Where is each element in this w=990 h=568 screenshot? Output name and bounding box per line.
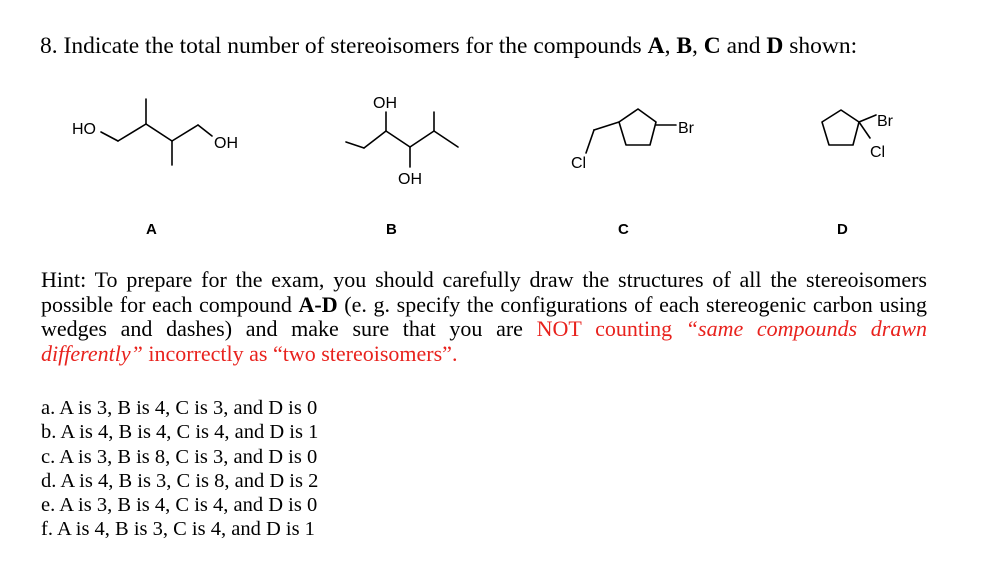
- c-cl-label: Cl: [571, 155, 587, 172]
- question-tail: shown:: [789, 33, 858, 59]
- hint-incorrectly: incorrectly as “two stereoisomers”.: [148, 340, 458, 366]
- choice-e: e. A is 3, B is 4, C is 4, and D is 0: [41, 494, 318, 517]
- d-br-label: Br: [877, 113, 893, 130]
- hint-paragraph: [41, 268, 927, 366]
- b-bond-3: [386, 131, 410, 147]
- choice-b: b. A is 4, B is 4, C is 4, and D is 1: [41, 421, 319, 444]
- b-oh-top-label: OH: [373, 95, 397, 112]
- a-bond-2: [118, 124, 146, 141]
- question-number-text: 8. Indicate the total number of stereoisomers for the compounds: [40, 33, 642, 59]
- compound-d-skeleton: [822, 110, 876, 145]
- b-bond-4: [410, 131, 434, 147]
- compound-c-skeleton: [586, 109, 676, 153]
- answer-choices: [41, 396, 318, 542]
- comma-2: ,: [692, 33, 698, 59]
- label-c: C: [618, 221, 629, 238]
- compound-b-skeleton: [346, 112, 458, 167]
- c-cl-bond: [586, 130, 594, 153]
- and-word: and: [726, 33, 761, 59]
- a-bond-4: [172, 125, 198, 141]
- d-br-bond: [859, 115, 876, 122]
- hint-part1: Hint: To prepare for the exam, you should carefully draw the structures of all the stereoisomers possible for each compound: [41, 267, 927, 317]
- comma-1: ,: [664, 33, 671, 59]
- label-d: D: [837, 221, 848, 238]
- a-oh-label: OH: [214, 135, 238, 152]
- compound-a-ref: A: [647, 33, 665, 59]
- question-title: [40, 33, 857, 60]
- c-ring: [619, 109, 656, 145]
- compound-a-skeleton: [101, 99, 212, 165]
- d-ring: [822, 110, 859, 145]
- choice-f: f. A is 4, B is 3, C is 4, and D is 1: [41, 518, 315, 541]
- compound-d-ref: D: [766, 33, 784, 59]
- c-bond-1: [594, 122, 619, 130]
- choice-d: d. A is 4, B is 3, C is 8, and D is 2: [41, 469, 319, 492]
- a-bond-3: [146, 124, 172, 141]
- a-bond-1: [101, 132, 118, 141]
- choice-c: c. A is 3, B is 8, C is 3, and D is 0: [41, 445, 318, 468]
- b-oh-bottom-label: OH: [398, 171, 422, 188]
- c-br-label: Br: [678, 120, 694, 137]
- choice-a: a. A is 3, B is 4, C is 3, and D is 0: [41, 397, 318, 419]
- b-bond-2: [364, 131, 386, 148]
- d-cl-bond: [859, 122, 870, 138]
- compound-c-ref: C: [703, 33, 721, 59]
- a-ho-label: HO: [72, 121, 96, 138]
- hint-part2: (e. g. specify the configurations of each stereogenic carbon using wedges and dashes) and make sure that you are: [41, 291, 928, 341]
- compound-b-ref: B: [676, 33, 692, 59]
- label-a: A: [146, 221, 157, 238]
- label-b: B: [386, 221, 397, 238]
- b-bond-1: [346, 142, 364, 148]
- hint-same-compounds: “same compounds drawn differently”: [41, 316, 928, 366]
- hint-bold-range: A-D: [298, 291, 338, 317]
- a-bond-5: [198, 125, 212, 136]
- b-bond-5: [434, 131, 458, 147]
- d-cl-label: Cl: [870, 144, 886, 161]
- hint-not-counting: NOT counting: [536, 316, 673, 341]
